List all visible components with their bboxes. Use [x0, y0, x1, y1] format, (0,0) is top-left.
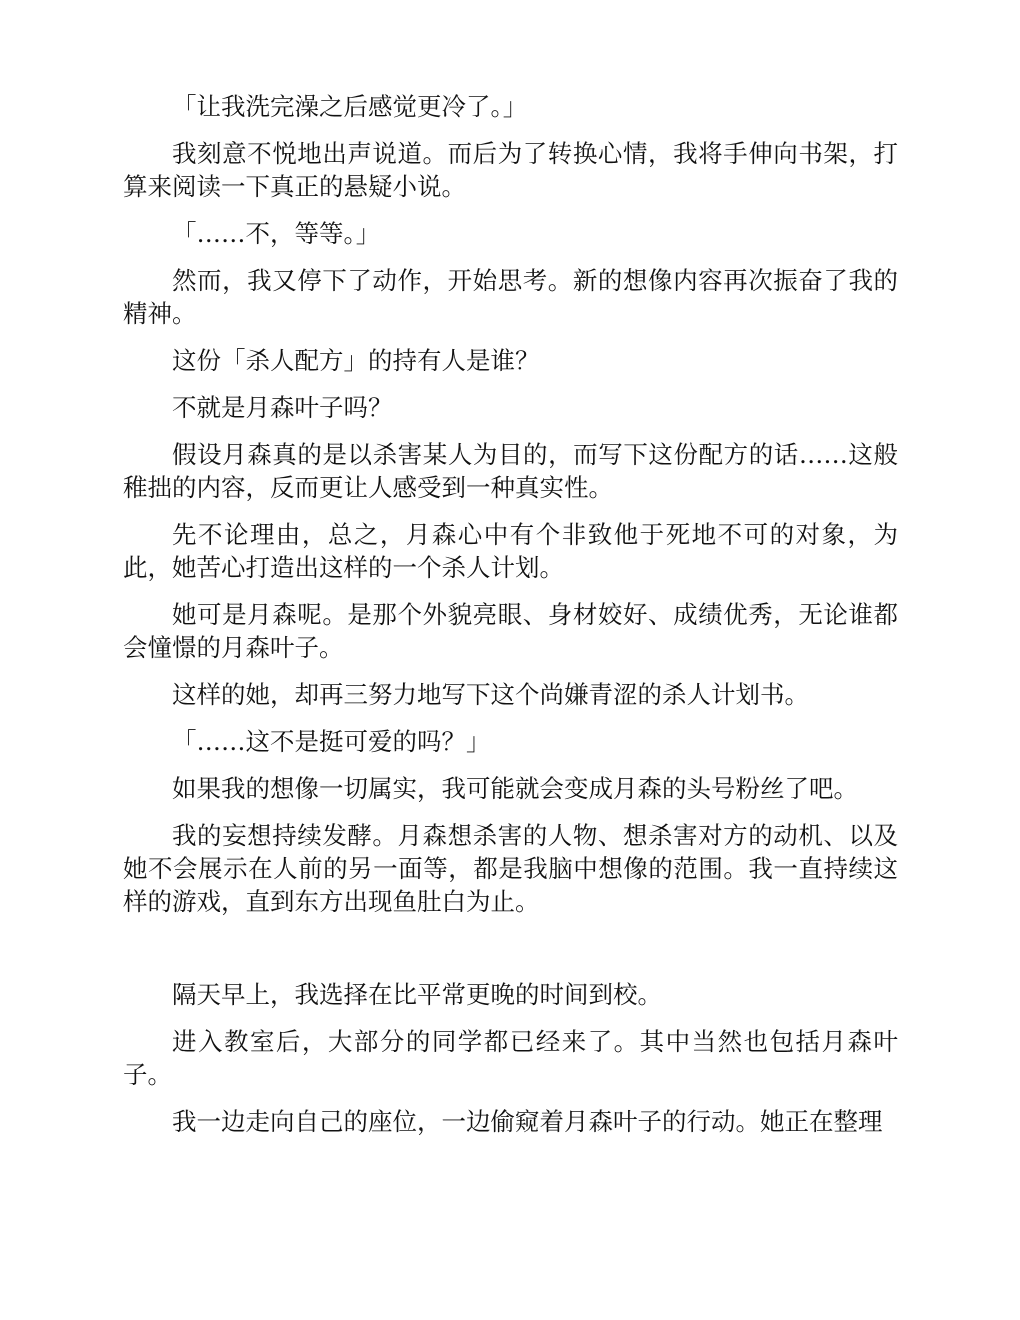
text-body	[123, 90, 898, 1152]
paragraph: 我刻意不悦地出声说道。而后为了转换心情，我将手伸向书架，打算来阅读一下真正的悬疑小说。	[123, 139, 898, 201]
paragraph: 我的妄想持续发酵。月森想杀害的人物、想杀害对方的动机、以及她不会展示在人前的另一面等，都是我脑中想像的范围。我一直持续这样的游戏，直到东方出现鱼肚白为止。	[123, 821, 898, 916]
paragraph: 这样的她，却再三努力地写下这个尚嫌青涩的杀人计划书。	[172, 680, 809, 709]
paragraph: 这份「杀人配方」的持有人是谁？	[172, 346, 540, 375]
paragraph: 进入教室后，大部分的同学都已经来了。其中当然也包括月森叶子。	[123, 1027, 898, 1089]
paragraph: 假设月森真的是以杀害某人为目的，而写下这份配方的话……这般稚拙的内容，反而更让人感受到一种真实性。	[123, 440, 898, 502]
paragraph: 我一边走向自己的座位，一边偷窥着月森叶子的行动。她正在整理	[172, 1107, 883, 1136]
paragraph: 先不论理由，总之，月森心中有个非致他于死地不可的对象，为此，她苦心打造出这样的一个杀人计划。	[123, 520, 898, 582]
paragraph: 隔天早上，我选择在比平常更晚的时间到校。	[172, 980, 662, 1009]
paragraph: 「……这不是挺可爱的吗？」	[172, 727, 491, 756]
paragraph: 「……不，等等。」	[172, 219, 381, 248]
paragraph: 她可是月森呢。是那个外貌亮眼、身材姣好、成绩优秀，无论谁都会憧憬的月森叶子。	[123, 600, 898, 662]
paragraph: 然而，我又停下了动作，开始思考。新的想像内容再次振奋了我的精神。	[123, 266, 898, 328]
paragraph: 不就是月森叶子吗？	[172, 393, 393, 422]
paragraph: 「让我洗完澡之后感觉更冷了。」	[172, 92, 528, 121]
paragraph: 如果我的想像一切属实，我可能就会变成月森的头号粉丝了吧。	[172, 774, 858, 803]
section-break	[123, 932, 898, 978]
